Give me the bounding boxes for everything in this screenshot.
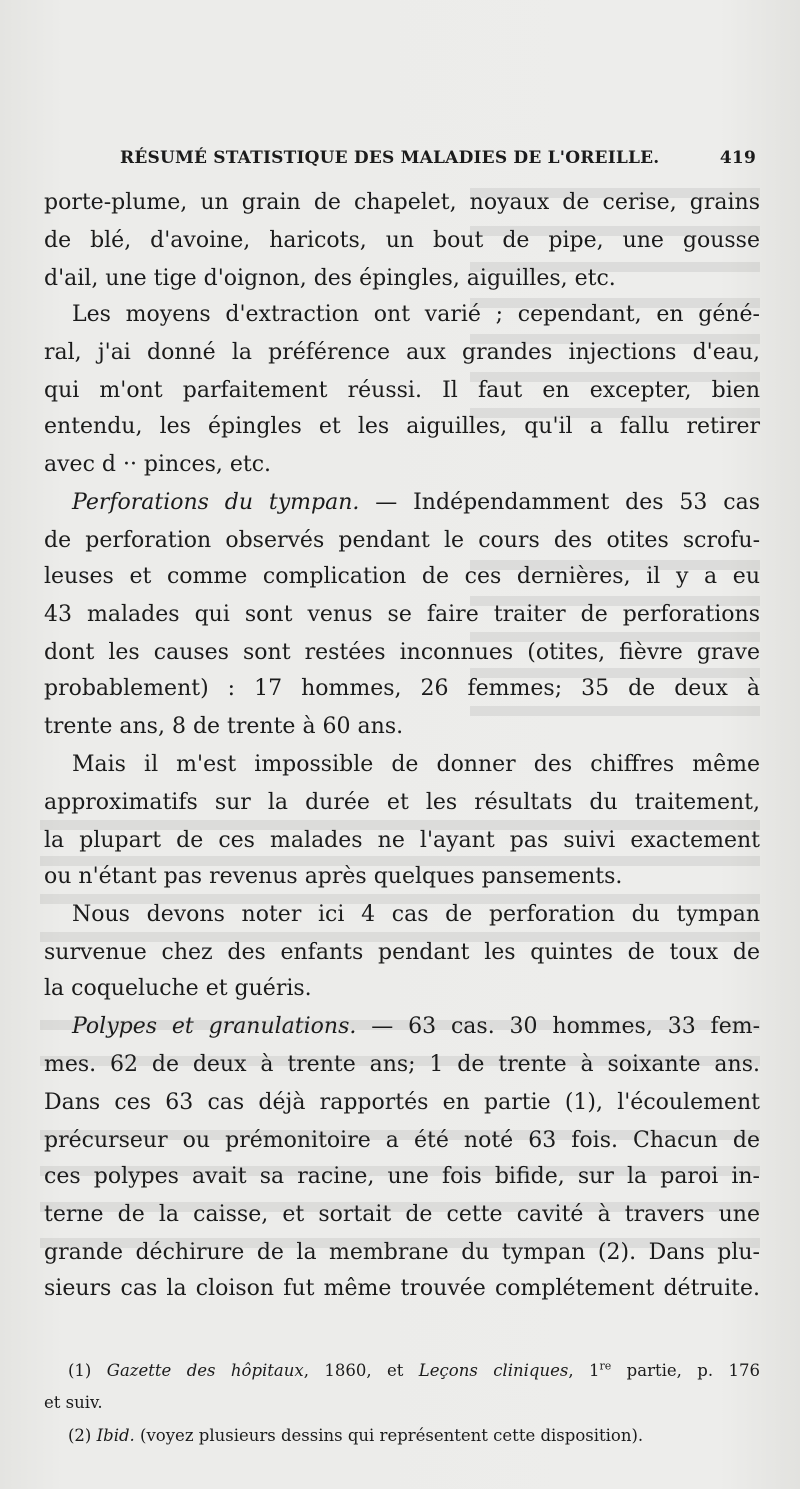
text-line: approximatifs sur la durée et les résultats du traitement, bbox=[44, 790, 760, 815]
text-line: probablement) : 17 hommes, 26 femmes; 35 de deux à bbox=[44, 676, 760, 701]
text-line: qui m'ont parfaitement réussi. Il faut en excepter, bien bbox=[44, 378, 760, 403]
section-heading-line bbox=[72, 1012, 760, 1042]
footnote-1-part-superscript: re bbox=[599, 1359, 612, 1373]
footnote-2-marker: (2) bbox=[68, 1426, 92, 1445]
text-line: porte-plume, un grain de chapelet, noyaux de cerise, grains bbox=[44, 190, 760, 215]
footnote-2-ibid: Ibid. bbox=[96, 1426, 135, 1445]
running-header bbox=[120, 148, 756, 172]
section-heading-line bbox=[72, 488, 760, 518]
text-line: mes. 62 de deux à trente ans; 1 de trente à soixante ans. bbox=[44, 1052, 760, 1077]
page-number: 419 bbox=[719, 148, 756, 168]
text-line: avec d ·· pinces, etc. bbox=[44, 452, 272, 477]
text-line: de perforation observés pendant le cours des otites scrofu- bbox=[44, 528, 760, 553]
section-heading-polypes: Polypes et granulations. bbox=[72, 1014, 357, 1039]
footnote-1-continuation: et suiv. bbox=[44, 1393, 103, 1412]
footnote-2-text: (voyez plusieurs dessins qui représentent cette disposition). bbox=[140, 1426, 644, 1445]
footnote-1: (1) Gazette des hôpitaux, 1860, et Leçons cliniques, 1re partie, p. 176 bbox=[68, 1359, 760, 1380]
footnote-1-end: partie, p. 176 bbox=[626, 1361, 760, 1380]
text-line: trente ans, 8 de trente à 60 ans. bbox=[44, 714, 404, 739]
text-line: Les moyens d'extraction ont varié ; cependant, en géné- bbox=[72, 302, 760, 327]
text-line: d'ail, une tige d'oignon, des épingles, aiguilles, etc. bbox=[44, 266, 616, 291]
text-line: survenue chez des enfants pendant les quintes de toux de bbox=[44, 940, 760, 965]
text-line: sieurs cas la cloison fut même trouvée complétement détruite. bbox=[44, 1276, 760, 1301]
section-heading-perforations: Perforations du tympan. bbox=[72, 490, 360, 515]
text-line: ces polypes avait sa racine, une fois bifide, sur la paroi in- bbox=[44, 1164, 760, 1189]
footnote-1-source: Gazette des hôpitaux bbox=[106, 1361, 304, 1380]
footnote-1-work: Leçons cliniques bbox=[418, 1361, 569, 1380]
text-line: Nous devons noter ici 4 cas de perforation du tympan bbox=[72, 902, 760, 927]
text-line: dont les causes sont restées inconnues (otites, fièvre grave bbox=[44, 640, 760, 665]
text-line: la coqueluche et guéris. bbox=[44, 976, 312, 1001]
text-line: grande déchirure de la membrane du tympan (2). Dans plu- bbox=[44, 1240, 760, 1265]
text-line: de blé, d'avoine, haricots, un bout de pipe, une gousse bbox=[44, 228, 760, 253]
text-run: — Indépendamment des 53 cas bbox=[375, 490, 760, 515]
text-line: entendu, les épingles et les aiguilles, qu'il a fallu retirer bbox=[44, 414, 760, 439]
text-line: Dans ces 63 cas déjà rapportés en partie (1), l'écoulement bbox=[44, 1090, 760, 1115]
text-line: ral, j'ai donné la préférence aux grandes injections d'eau, bbox=[44, 340, 760, 365]
text-line: Mais il m'est impossible de donner des chiffres même bbox=[72, 752, 760, 777]
text-line: précurseur ou prémonitoire a été noté 63 fois. Chacun de bbox=[44, 1128, 760, 1153]
footnote-1-part-number: 1 bbox=[588, 1361, 600, 1380]
footnote-1-marker: (1) bbox=[68, 1361, 92, 1380]
text-line: ou n'étant pas revenus après quelques pansements. bbox=[44, 864, 623, 889]
header-title: RÉSUMÉ STATISTIQUE DES MALADIES DE L'OREILLE. bbox=[120, 148, 660, 168]
text-line: 43 malades qui sont venus se faire traiter de perforations bbox=[44, 602, 760, 627]
text-line: terne de la caisse, et sortait de cette cavité à travers une bbox=[44, 1202, 760, 1227]
text-line: leuses et comme complication de ces dernières, il y a eu bbox=[44, 564, 760, 589]
footnote-2 bbox=[68, 1425, 643, 1447]
footnote-1-mid: , 1860, et bbox=[303, 1361, 404, 1380]
text-run: — 63 cas. 30 hommes, 33 fem- bbox=[371, 1014, 761, 1039]
text-line: la plupart de ces malades ne l'ayant pas suivi exactement bbox=[44, 828, 760, 853]
